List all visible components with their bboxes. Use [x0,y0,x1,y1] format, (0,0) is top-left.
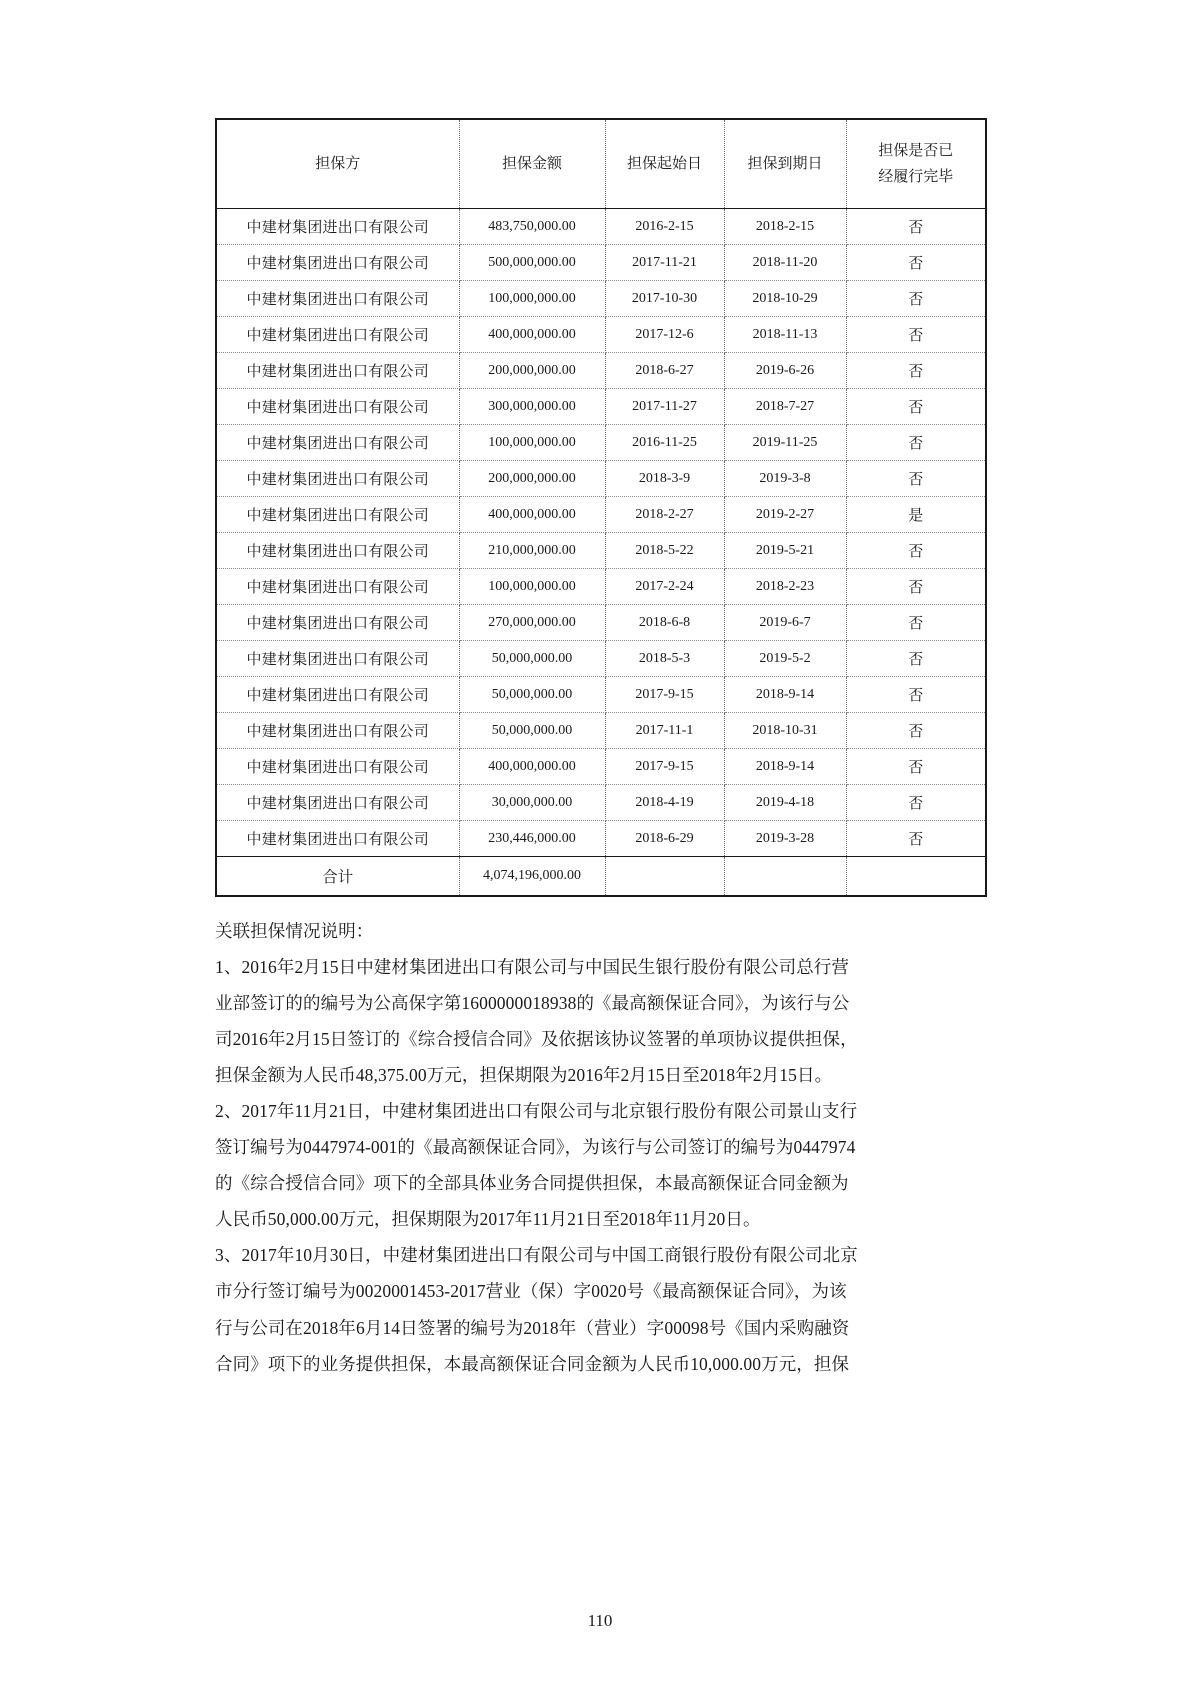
total-completed-blank [846,857,986,897]
note-2-line-3: 的《综合授信合同》项下的全部具体业务合同提供担保，本最高额保证合同金额为 [215,1173,849,1194]
cell-party: 中建材集团进出口有限公司 [216,281,459,317]
cell-start-date: 2018-3-9 [605,461,724,497]
cell-end-date: 2018-2-23 [724,569,846,605]
cell-completed: 否 [846,677,986,713]
table-row [216,497,986,533]
page-number: 110 [587,1611,613,1630]
cell-completed: 否 [846,245,986,281]
note-1-line-2: 业部签订的的编号为公高保字第1600000018938的《最高额保证合同》，为该行与公 [215,993,850,1014]
note-3-line-1: 3、2017年10月30日，中建材集团进出口有限公司与中国工商银行股份有限公司北京 [215,1245,858,1266]
column-header-completed-line2: 经履行完毕 [878,169,954,185]
cell-completed: 否 [846,425,986,461]
cell-completed: 否 [846,317,986,353]
cell-completed: 否 [846,605,986,641]
cell-amount: 230,446,000.00 [459,821,605,857]
table-row [216,569,986,605]
note-2-line-4: 人民币50,000.00万元，担保期限为2017年11月21日至2018年11月20日。 [215,1209,761,1230]
cell-party: 中建材集团进出口有限公司 [216,209,459,245]
table-row [216,353,986,389]
cell-completed: 否 [846,785,986,821]
cell-end-date: 2018-7-27 [724,389,846,425]
cell-party: 中建材集团进出口有限公司 [216,533,459,569]
total-amount: 4,074,196,000.00 [459,857,605,897]
table-row [216,425,986,461]
cell-start-date: 2018-6-29 [605,821,724,857]
cell-party: 中建材集团进出口有限公司 [216,497,459,533]
cell-end-date: 2018-11-13 [724,317,846,353]
cell-amount: 200,000,000.00 [459,461,605,497]
cell-start-date: 2017-11-1 [605,713,724,749]
cell-start-date: 2017-12-6 [605,317,724,353]
cell-amount: 400,000,000.00 [459,749,605,785]
column-header-amount: 担保金额 [459,119,605,209]
note-3-line-2: 市分行签订编号为0020001453-2017营业（保）字0020号《最高额保证合同》，为该 [215,1281,847,1302]
column-header-completed [846,119,986,209]
cell-completed: 否 [846,389,986,425]
note-2-line-2: 签订编号为0447974-001的《最高额保证合同》，为该行与公司签订的编号为0447974 [215,1137,856,1158]
note-1-line-4: 担保金额为人民币48,375.00万元，担保期限为2016年2月15日至2018年2月15日。 [215,1065,833,1086]
table-row [216,785,986,821]
cell-start-date: 2016-11-25 [605,425,724,461]
cell-party: 中建材集团进出口有限公司 [216,749,459,785]
cell-party: 中建材集团进出口有限公司 [216,605,459,641]
note-1-line-3: 司2016年2月15日签订的《综合授信合同》及依据该协议签署的单项协议提供担保， [215,1029,858,1050]
cell-end-date: 2019-11-25 [724,425,846,461]
cell-start-date: 2018-5-3 [605,641,724,677]
cell-party: 中建材集团进出口有限公司 [216,389,459,425]
cell-end-date: 2019-6-7 [724,605,846,641]
cell-amount: 200,000,000.00 [459,353,605,389]
cell-completed: 否 [846,713,986,749]
cell-end-date: 2018-9-14 [724,677,846,713]
table-header [216,119,986,209]
table-row [216,281,986,317]
cell-amount: 400,000,000.00 [459,497,605,533]
cell-end-date: 2018-2-15 [724,209,846,245]
cell-end-date: 2019-6-26 [724,353,846,389]
cell-party: 中建材集团进出口有限公司 [216,677,459,713]
cell-end-date: 2019-3-8 [724,461,846,497]
cell-party: 中建材集团进出口有限公司 [216,713,459,749]
table-row [216,461,986,497]
table-total-row [216,857,986,897]
cell-amount: 50,000,000.00 [459,713,605,749]
cell-amount: 400,000,000.00 [459,317,605,353]
cell-end-date: 2019-5-2 [724,641,846,677]
column-header-start-date: 担保起始日 [605,119,724,209]
column-header-party: 担保方 [216,119,459,209]
cell-end-date: 2019-2-27 [724,497,846,533]
cell-end-date: 2019-4-18 [724,785,846,821]
cell-party: 中建材集团进出口有限公司 [216,425,459,461]
cell-end-date: 2018-10-29 [724,281,846,317]
cell-completed: 是 [846,497,986,533]
note-1-line-1: 1、2016年2月15日中建材集团进出口有限公司与中国民生银行股份有限公司总行营 [215,957,849,978]
cell-party: 中建材集团进出口有限公司 [216,353,459,389]
cell-completed: 否 [846,821,986,857]
cell-end-date: 2018-11-20 [724,245,846,281]
related-guarantee-table [215,118,987,897]
cell-start-date: 2018-6-27 [605,353,724,389]
note-3-line-3: 行与公司在2018年6月14日签署的编号为2018年（营业）字00098号《国内采购融资 [215,1317,850,1338]
table-row [216,533,986,569]
cell-completed: 否 [846,461,986,497]
cell-amount: 50,000,000.00 [459,677,605,713]
column-header-completed-line1: 担保是否已 [878,142,954,159]
total-start-blank [605,857,724,897]
cell-start-date: 2017-9-15 [605,749,724,785]
cell-amount: 100,000,000.00 [459,281,605,317]
cell-start-date: 2017-11-21 [605,245,724,281]
notes-section [215,913,985,1382]
table-row [216,209,986,245]
cell-start-date: 2016-2-15 [605,209,724,245]
cell-party: 中建材集团进出口有限公司 [216,569,459,605]
table-row [216,641,986,677]
table-body [216,209,986,857]
cell-amount: 50,000,000.00 [459,641,605,677]
cell-amount: 210,000,000.00 [459,533,605,569]
cell-start-date: 2018-6-8 [605,605,724,641]
cell-completed: 否 [846,353,986,389]
cell-amount: 300,000,000.00 [459,389,605,425]
cell-party: 中建材集团进出口有限公司 [216,317,459,353]
cell-completed: 否 [846,533,986,569]
cell-party: 中建材集团进出口有限公司 [216,641,459,677]
total-end-blank [724,857,846,897]
table-row [216,677,986,713]
cell-end-date: 2018-9-14 [724,749,846,785]
table-row [216,821,986,857]
cell-end-date: 2019-3-28 [724,821,846,857]
cell-start-date: 2017-9-15 [605,677,724,713]
cell-completed: 否 [846,749,986,785]
table-row [216,317,986,353]
cell-completed: 否 [846,281,986,317]
cell-party: 中建材集团进出口有限公司 [216,785,459,821]
column-header-end-date: 担保到期日 [724,119,846,209]
cell-start-date: 2018-5-22 [605,533,724,569]
notes-title: 关联担保情况说明： [215,921,374,941]
table-row [216,245,986,281]
cell-amount: 270,000,000.00 [459,605,605,641]
table-footer [216,857,986,897]
cell-end-date: 2018-10-31 [724,713,846,749]
cell-start-date: 2018-4-19 [605,785,724,821]
cell-amount: 100,000,000.00 [459,569,605,605]
cell-completed: 否 [846,209,986,245]
cell-end-date: 2019-5-21 [724,533,846,569]
cell-party: 中建材集团进出口有限公司 [216,245,459,281]
note-3-line-4: 合同》项下的业务提供担保，本最高额保证合同金额为人民币10,000.00万元，担保 [215,1353,850,1374]
total-label: 合计 [216,857,459,897]
cell-party: 中建材集团进出口有限公司 [216,821,459,857]
cell-amount: 500,000,000.00 [459,245,605,281]
table-header-row [216,119,986,209]
cell-amount: 483,750,000.00 [459,209,605,245]
cell-start-date: 2017-2-24 [605,569,724,605]
table-row [216,749,986,785]
note-2-line-1: 2、2017年11月21日，中建材集团进出口有限公司与北京银行股份有限公司景山支行 [215,1101,858,1122]
table-row [216,713,986,749]
cell-completed: 否 [846,569,986,605]
table-row [216,389,986,425]
cell-start-date: 2017-11-27 [605,389,724,425]
cell-amount: 30,000,000.00 [459,785,605,821]
cell-start-date: 2018-2-27 [605,497,724,533]
cell-party: 中建材集团进出口有限公司 [216,461,459,497]
cell-completed: 否 [846,641,986,677]
table-row [216,605,986,641]
cell-amount: 100,000,000.00 [459,425,605,461]
cell-start-date: 2017-10-30 [605,281,724,317]
